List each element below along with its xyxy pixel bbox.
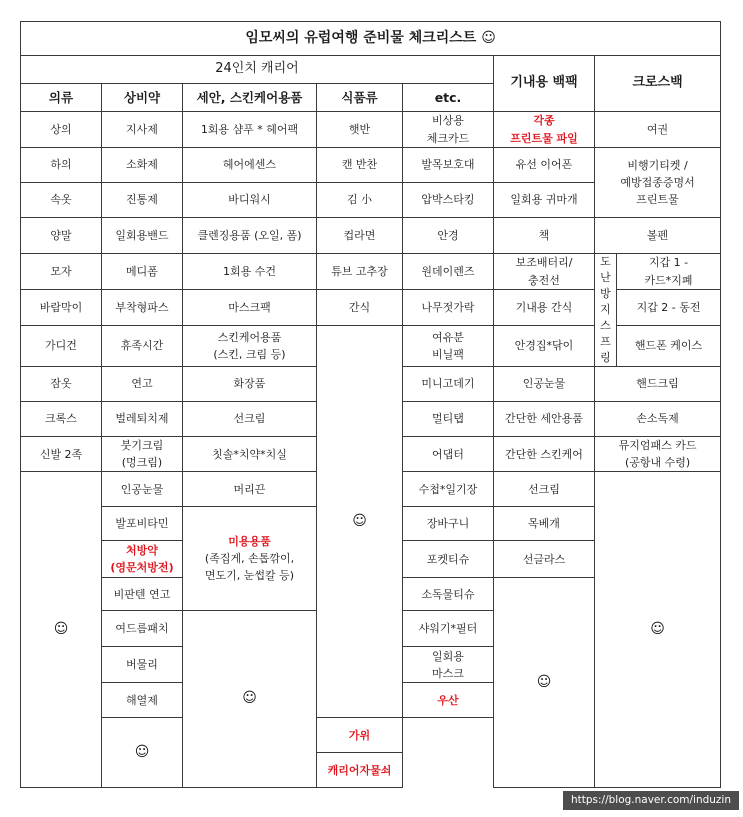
medicine-item-line: 붓기크림 (멍크림): [120, 439, 164, 470]
medicine-item: 해열제: [102, 683, 183, 718]
clothes-item: 상의: [21, 112, 102, 148]
medicine-item: 일회용밴드: [102, 218, 183, 254]
clothes-item: 하의: [21, 148, 102, 183]
skincare-item: 마스크팩: [183, 290, 317, 326]
skincare-item: 선크림: [183, 402, 317, 437]
skincare-smiley: ☺: [183, 611, 317, 788]
medicine-smiley: ☺: [102, 718, 183, 788]
crossbag-item: [595, 148, 721, 218]
inflight-item: 간단한 세안용품: [494, 402, 595, 437]
clothes-item: 잠옷: [21, 367, 102, 402]
food-item: 간식: [317, 290, 403, 326]
inflight-item: 간단한 스킨케어: [494, 437, 595, 472]
etc-item: 원데이렌즈: [403, 254, 494, 290]
etc-item: 소독물티슈: [403, 578, 494, 611]
etc-item: 압박스타킹: [403, 183, 494, 218]
clothes-item: 모자: [21, 254, 102, 290]
medicine-item: 지사제: [102, 112, 183, 148]
crossbag-item-line: 지갑 1 - 카드*지폐: [644, 256, 693, 287]
clothes-item: 크록스: [21, 402, 102, 437]
etc-item: [403, 112, 494, 148]
etc-item: 샤워기*필터: [403, 611, 494, 647]
clothes-item: 양말: [21, 218, 102, 254]
inflight-item: 책: [494, 218, 595, 254]
medicine-header: 상비약: [102, 84, 183, 112]
food-item: 컵라면: [317, 218, 403, 254]
inflight-item: 일회용 귀마개: [494, 183, 595, 218]
checklist-table: [20, 21, 721, 788]
medicine-item: 휴족시간: [102, 326, 183, 367]
etc-item: 포켓티슈: [403, 541, 494, 578]
etc-item: 나무젓가락: [403, 290, 494, 326]
crossbag-item-line: 비행기티켓 / 예방접종증명서 프린트물: [620, 158, 695, 207]
medicine-item: 진통제: [102, 183, 183, 218]
medicine-item: 버물리: [102, 647, 183, 683]
page-title: 임모씨의 유럽여행 준비물 체크리스트 ☺: [21, 22, 721, 56]
crossbag-item: 핸드크림: [595, 367, 721, 402]
skincare-item: 머리끈: [183, 472, 317, 507]
blog-watermark: https://blog.naver.com/induzin: [563, 791, 739, 810]
inflight-item: 안경집*닦이: [494, 326, 595, 367]
skincare-item: 클렌징용품 (오일, 폼): [183, 218, 317, 254]
beauty-tools-detail: (족집게, 손톱깎이, 면도기, 눈썹칼 등): [204, 552, 295, 583]
clothes-item: 가디건: [21, 326, 102, 367]
clothes-smiley: ☺: [21, 472, 102, 788]
inflight-item: 선크림: [494, 472, 595, 507]
etc-item-line: 비상용 체크카드: [426, 114, 470, 145]
medicine-item: [102, 541, 183, 578]
clothes-header: 의류: [21, 84, 102, 112]
etc-item-line: 여유분 비닐팩: [432, 330, 464, 361]
etc-item: 안경: [403, 218, 494, 254]
inflight-item: 목베개: [494, 507, 595, 541]
food-item: 캔 반찬: [317, 148, 403, 183]
crossbag-header: 크로스백: [595, 56, 721, 112]
etc-item: 캐리어자물쇠: [317, 753, 403, 788]
medicine-item: 벌레퇴치제: [102, 402, 183, 437]
medicine-item: 부착형파스: [102, 290, 183, 326]
skincare-beauty-item: [183, 507, 317, 611]
food-item: 김 小: [317, 183, 403, 218]
etc-item: 장바구니: [403, 507, 494, 541]
crossbag-smiley: ☺: [595, 472, 721, 788]
etc-item: 어댑터: [403, 437, 494, 472]
crossbag-item: 핸드폰 케이스: [617, 326, 721, 367]
etc-item: 수첩*일기장: [403, 472, 494, 507]
crossbag-item: [617, 254, 721, 290]
skincare-item: 1회용 수건: [183, 254, 317, 290]
skincare-item-line: 스킨케어용품 (스킨, 크림 등): [213, 330, 286, 361]
food-item: ☺: [317, 326, 403, 718]
crossbag-item: 여권: [595, 112, 721, 148]
inflight-item-line: 각종 프린트물 파일: [510, 114, 578, 145]
inflight-backpack-header: 기내용 백팩: [494, 56, 595, 112]
clothes-item: 속옷: [21, 183, 102, 218]
vertical-label-text: 도 난 방 지 스 프 링: [600, 255, 611, 364]
anti-theft-spring-label: [595, 254, 617, 367]
skincare-item: 화장품: [183, 367, 317, 402]
etc-item: 발목보호대: [403, 148, 494, 183]
skincare-item: 바디워시: [183, 183, 317, 218]
inflight-smiley: ☺: [494, 578, 595, 788]
inflight-item: 인공눈물: [494, 367, 595, 402]
etc-item-line: 일회용 마스크: [432, 649, 464, 680]
medicine-item: 인공눈물: [102, 472, 183, 507]
beauty-tools-label: 미용용품: [228, 535, 271, 549]
medicine-item: [102, 437, 183, 472]
medicine-item: 메디폼: [102, 254, 183, 290]
carrier-header: 24인치 캐리어: [21, 56, 494, 84]
crossbag-item: 볼펜: [595, 218, 721, 254]
food-item: 튜브 고추장: [317, 254, 403, 290]
inflight-item: 기내용 간식: [494, 290, 595, 326]
inflight-item: 유선 이어폰: [494, 148, 595, 183]
etc-item: [403, 326, 494, 367]
medicine-item: 비판텐 연고: [102, 578, 183, 611]
inflight-item: [494, 112, 595, 148]
etc-item: 가위: [317, 718, 403, 753]
medicine-item-line: 처방약 (영문처방전): [110, 544, 174, 575]
etc-item: 미니고데기: [403, 367, 494, 402]
etc-item: [403, 647, 494, 683]
clothes-item: 신발 2족: [21, 437, 102, 472]
food-item: 햇반: [317, 112, 403, 148]
inflight-item: [494, 254, 595, 290]
medicine-item: 여드름패치: [102, 611, 183, 647]
skincare-item: 헤어에센스: [183, 148, 317, 183]
etc-item: 우산: [403, 683, 494, 718]
skincare-item: 칫솔*치약*치실: [183, 437, 317, 472]
skincare-header: 세안, 스킨케어용품: [183, 84, 317, 112]
skincare-item: [183, 326, 317, 367]
inflight-item-line: 보조배터리/ 충전선: [515, 256, 573, 287]
food-header: 식품류: [317, 84, 403, 112]
clothes-item: 바람막이: [21, 290, 102, 326]
medicine-item: 발포비타민: [102, 507, 183, 541]
skincare-item: 1회용 샴푸 * 헤어팩: [183, 112, 317, 148]
medicine-item: 연고: [102, 367, 183, 402]
crossbag-item: 손소독제: [595, 402, 721, 437]
inflight-item: 선글라스: [494, 541, 595, 578]
etc-header: etc.: [403, 84, 494, 112]
medicine-item: 소화제: [102, 148, 183, 183]
crossbag-item: 지갑 2 - 동전: [617, 290, 721, 326]
crossbag-item: [595, 437, 721, 472]
crossbag-item-line: 뮤지엄패스 카드 (공항내 수령): [618, 439, 697, 470]
etc-item: 멀티탭: [403, 402, 494, 437]
